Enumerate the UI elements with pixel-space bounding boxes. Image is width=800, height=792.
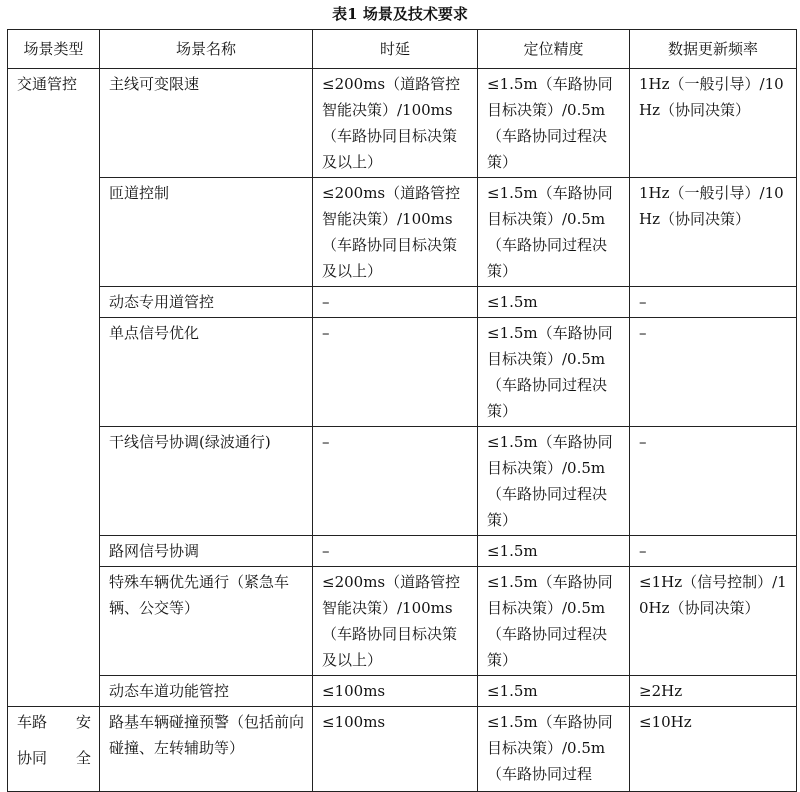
scenario-name-cell: 特殊车辆优先通行（紧急车辆、公交等） xyxy=(100,567,313,676)
table-caption: 表1 场景及技术要求 xyxy=(332,5,468,23)
header-row xyxy=(8,30,797,69)
table-row xyxy=(8,69,797,178)
table-row xyxy=(8,567,797,676)
update-rate-cell: – xyxy=(630,318,797,427)
accuracy-cell: ≤1.5m（车路协同目标决策）/0.5m（车路协同过程决策） xyxy=(478,318,630,427)
scenario-name-cell: 动态车道功能管控 xyxy=(100,676,313,707)
scenario-name-cell: 路基车辆碰撞预警（包括前向碰撞、左转辅助等） xyxy=(100,707,313,792)
update-rate-cell: ≥2Hz xyxy=(630,676,797,707)
update-rate-cell: – xyxy=(630,287,797,318)
header-update-rate: 数据更新频率 xyxy=(630,30,797,69)
table-row xyxy=(8,707,797,792)
accuracy-cell: ≤1.5m（车路协同目标决策）/0.5m（车路协同过程决策） xyxy=(478,567,630,676)
update-rate-cell: – xyxy=(630,536,797,567)
table-row xyxy=(8,427,797,536)
latency-cell: – xyxy=(313,427,478,536)
accuracy-cell: ≤1.5m（车路协同目标决策）/0.5m（车路协同过程决策） xyxy=(478,178,630,287)
scenario-name-cell: 路网信号协调 xyxy=(100,536,313,567)
latency-cell: ≤200ms（道路管控智能决策）/100ms（车路协同目标决策及以上） xyxy=(313,178,478,287)
table-row xyxy=(8,536,797,567)
accuracy-cell: ≤1.5m（车路协同目标决策）/0.5m（车路协同过程决策） xyxy=(478,69,630,178)
group-vehicle-road-safety xyxy=(8,707,100,792)
latency-cell: – xyxy=(313,536,478,567)
update-rate-cell: 1Hz（一般引导）/10Hz（协同决策） xyxy=(630,69,797,178)
update-rate-cell: 1Hz（一般引导）/10Hz（协同决策） xyxy=(630,178,797,287)
latency-cell: ≤100ms xyxy=(313,707,478,792)
latency-cell: ≤200ms（道路管控智能决策）/100ms（车路协同目标决策及以上） xyxy=(313,567,478,676)
header-scenario-name: 场景名称 xyxy=(100,30,313,69)
update-rate-cell: – xyxy=(630,427,797,536)
scenario-name-cell: 匝道控制 xyxy=(100,178,313,287)
header-scenario-type: 场景类型 xyxy=(8,30,100,69)
header-positioning-accuracy: 定位精度 xyxy=(478,30,630,69)
table-row xyxy=(8,676,797,707)
accuracy-cell: ≤1.5m xyxy=(478,536,630,567)
accuracy-cell: ≤1.5m xyxy=(478,676,630,707)
table-row xyxy=(8,178,797,287)
accuracy-cell: ≤1.5m（车路协同目标决策）/0.5m（车路协同过程 xyxy=(478,707,630,792)
group-label-part: 车路 xyxy=(17,713,48,731)
table-row xyxy=(8,287,797,318)
table-row xyxy=(8,318,797,427)
header-latency: 时延 xyxy=(313,30,478,69)
latency-cell: – xyxy=(313,318,478,427)
latency-cell: – xyxy=(313,287,478,318)
scenario-table xyxy=(7,29,797,792)
update-rate-cell: ≤1Hz（信号控制）/10Hz（协同决策） xyxy=(630,567,797,676)
accuracy-cell: ≤1.5m xyxy=(478,287,630,318)
scenario-name-cell: 单点信号优化 xyxy=(100,318,313,427)
update-rate-cell: ≤10Hz xyxy=(630,707,797,792)
accuracy-cell: ≤1.5m（车路协同目标决策）/0.5m（车路协同过程决策） xyxy=(478,427,630,536)
latency-cell: ≤100ms xyxy=(313,676,478,707)
group-label-part: 安 xyxy=(75,713,91,731)
scenario-name-cell: 干线信号协调(绿波通行) xyxy=(100,427,313,536)
group-traffic-control: 交通管控 xyxy=(8,69,100,707)
latency-cell: ≤200ms（道路管控智能决策）/100ms（车路协同目标决策及以上） xyxy=(313,69,478,178)
scenario-name-cell: 主线可变限速 xyxy=(100,69,313,178)
scenario-name-cell: 动态专用道管控 xyxy=(100,287,313,318)
group-label-part: 全 xyxy=(75,749,91,767)
group-label-part: 协同 xyxy=(17,749,48,767)
